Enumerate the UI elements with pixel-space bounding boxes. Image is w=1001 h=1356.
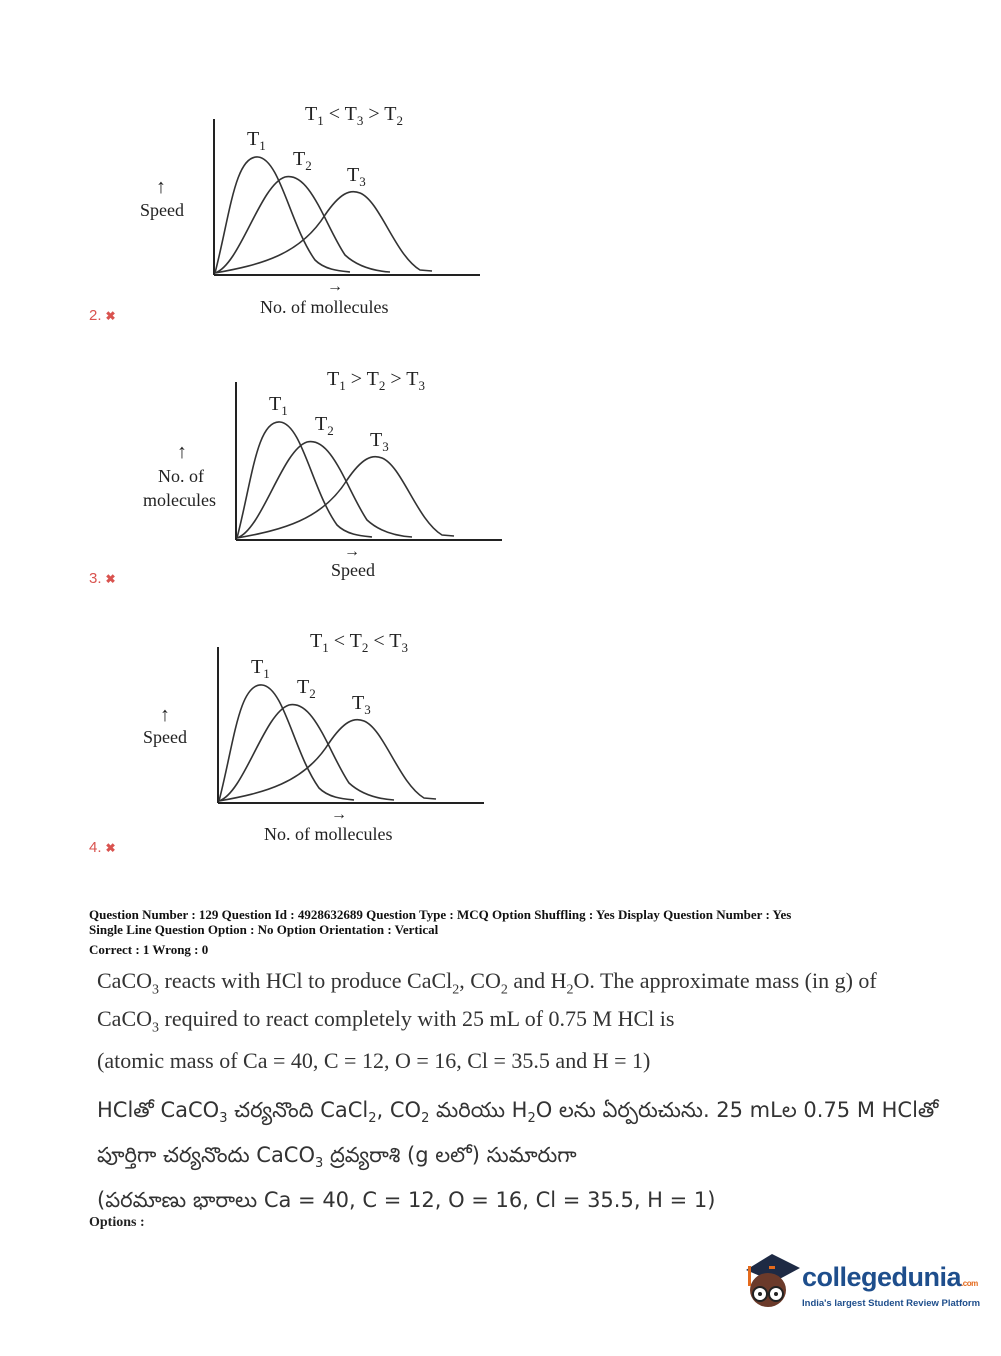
- option-number: 2. ✖: [89, 307, 116, 324]
- y-axis-arrow-icon: ↑: [177, 441, 187, 463]
- x-axis-arrow-icon: →: [331, 806, 347, 823]
- x-axis-arrow-icon: →: [327, 278, 343, 295]
- question-line-3: (atomic mass of Ca = 40, C = 12, O = 16, Cl = 35.5 and H = 1): [97, 1047, 651, 1073]
- question-meta-line1: Question Number : 129 Question Id : 4928632689 Question Type : MCQ Option Shuffling : Yes Display Question Number : Yes: [89, 907, 792, 922]
- curve-t1: [219, 685, 354, 801]
- option-number: 3. ✖: [89, 570, 116, 587]
- graph-option-4: [0, 625, 1001, 865]
- y-axis-label-line2: molecules: [143, 490, 216, 510]
- mascot-icon: [742, 1248, 802, 1318]
- option-number: 4. ✖: [89, 839, 116, 856]
- logo-tagline: India's largest Student Review Platform: [802, 1298, 981, 1309]
- curve-label-t3: $T_3$: [352, 692, 371, 717]
- x-axis-label: No. of mollecules: [264, 824, 393, 844]
- curve-label-t1: $T_1$: [247, 128, 266, 153]
- curve-t2: [237, 442, 412, 538]
- curve-label-t2: $T_2$: [293, 148, 312, 173]
- cross-icon: ✖: [105, 572, 116, 586]
- curve-label-t2: $T_2$: [297, 676, 316, 701]
- graph-option-3: [0, 360, 1001, 600]
- graph-title: $T_1 > T_2 > T_3$: [327, 368, 425, 393]
- cross-icon: ✖: [105, 841, 116, 855]
- y-axis-arrow-icon: ↑: [160, 704, 170, 726]
- curve-t1: [215, 157, 350, 273]
- x-axis-label: Speed: [331, 560, 375, 580]
- curve-t2: [215, 177, 390, 273]
- question-text-english: [97, 966, 877, 1075]
- cross-icon: ✖: [105, 309, 116, 323]
- question-line-2: CaCO$_3$ required to react completely with 25 mL of 0.75 M HCl is: [97, 1006, 675, 1036]
- curve-t1: [237, 422, 372, 538]
- question-meta: [89, 907, 791, 957]
- question-line-1: CaCO$_3$ reacts with HCl to produce CaCl$_2$, $CO_2$ and $H_2O$. The approximate mass (in g) of: [97, 968, 877, 998]
- x-axis-arrow-icon: →: [344, 543, 360, 560]
- graph-title: $T_1 < T_2 < T_3$: [310, 630, 408, 655]
- telugu-line-3: (పరమాణు భారాలు Ca = 40, C = 12, O = 16, Cl = 35.5, H = 1): [97, 1188, 716, 1213]
- question-meta-line3: Correct : 1 Wrong : 0: [89, 942, 209, 957]
- question-meta-line2: Single Line Question Option : No Option Orientation : Vertical: [89, 922, 439, 937]
- logo-wordmark: collegedunia.com: [802, 1262, 978, 1292]
- telugu-line-2: పూర్తిగా చర్యనొందు CaCO$_3$ ద్రవ్యరాశి (g లలో) సుమారుగా: [97, 1143, 577, 1172]
- graph-option-2: [0, 95, 1001, 335]
- y-axis-label: Speed: [140, 200, 184, 220]
- curve-t3: [237, 457, 454, 538]
- curve-label-t3: $T_3$: [370, 429, 389, 454]
- curve-t3: [219, 720, 436, 801]
- question-text-telugu: [97, 1092, 938, 1218]
- option-2[interactable]: [0, 95, 1001, 335]
- curve-label-t1: $T_1$: [251, 656, 270, 681]
- graph-title: $T_1 < T_3 > T_2$: [305, 103, 403, 128]
- curve-t3: [215, 192, 432, 273]
- options-label: Options :: [89, 1215, 145, 1230]
- curve-label-t3: $T_3$: [347, 164, 366, 189]
- curve-t2: [219, 705, 394, 801]
- x-axis-label: No. of mollecules: [260, 297, 389, 317]
- y-axis-label: Speed: [143, 727, 187, 747]
- y-axis-label-line1: No. of: [158, 466, 204, 486]
- option-4[interactable]: [0, 625, 1001, 865]
- curve-label-t1: $T_1$: [269, 393, 288, 418]
- curve-label-t2: $T_2$: [315, 413, 334, 438]
- y-axis-arrow-icon: ↑: [156, 176, 166, 198]
- collegedunia-logo[interactable]: [742, 1248, 981, 1318]
- telugu-line-1: HClతో CaCO$_3$ చర్యనొంది CaCl$_2$, $CO_2$ మరియు $H_2O$ లను ఏర్పరుచును. 25 mLల 0.75 M HClతో: [97, 1098, 939, 1127]
- option-3[interactable]: [0, 360, 1001, 600]
